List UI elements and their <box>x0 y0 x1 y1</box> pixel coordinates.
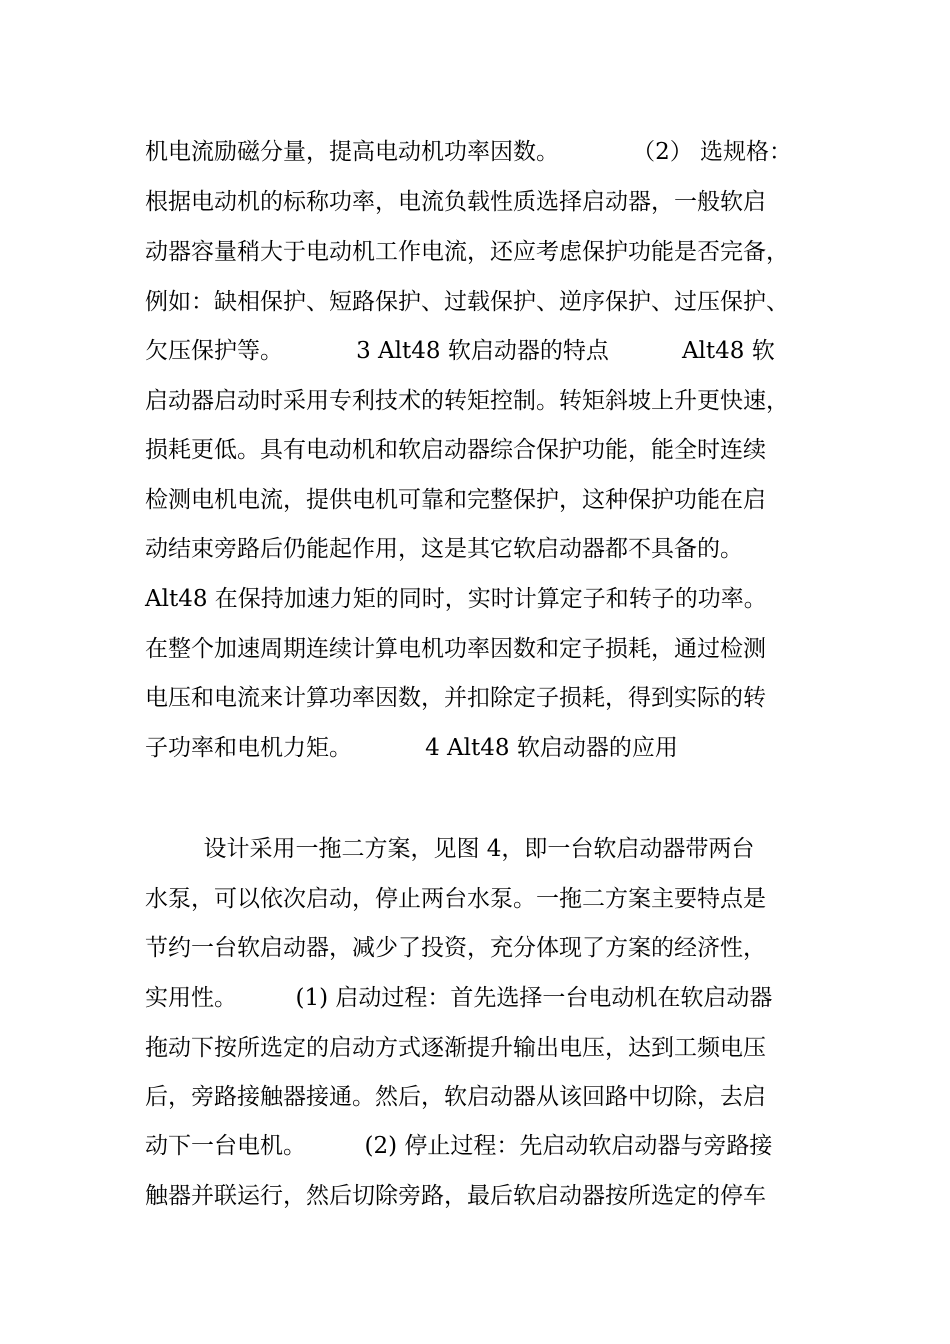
text-line: 在整个加速周期连续计算电机功率因数和定子损耗，通过检测 <box>145 636 766 662</box>
text-line: 节约一台软启动器，减少了投资，充分体现了方案的经济性， <box>145 935 766 961</box>
text-line: 动器容量稍大于电动机工作电流，还应考虑保护功能是否完备， <box>145 239 789 265</box>
text-line: 根据电动机的标称功率，电流负载性质选择启动器，一般软启 <box>145 189 766 215</box>
text-line: 动下一台电机。 (2) 停止过程：先启动软启动器与旁路接 <box>145 1133 773 1159</box>
text-line: 水泵，可以依次启动，停止两台水泵。一拖二方案主要特点是 <box>145 886 766 912</box>
text-line: 例如：缺相保护、短路保护、过载保护、逆序保护、过压保护、 <box>145 289 789 315</box>
text-line: 检测电机电流，提供电机可靠和完整保护，这种保护功能在启 <box>145 487 766 513</box>
text-line: 子功率和电机力矩。 4 Alt48 软启动器的应用 <box>145 735 678 761</box>
text-line: 动结束旁路后仍能起作用，这是其它软启动器都不具备的。 <box>145 536 743 562</box>
text-line: 设计采用一拖二方案，见图 4，即一台软启动器带两台 <box>145 836 755 862</box>
text-line: 拖动下按所选定的启动方式逐渐提升输出电压，达到工频电压 <box>145 1035 766 1061</box>
text-line: Alt48 在保持加速力矩的同时，实时计算定子和转子的功率。 <box>145 586 767 612</box>
text-line: 电压和电流来计算功率因数，并扣除定子损耗，得到实际的转 <box>145 685 766 711</box>
text-line: 后，旁路接触器接通。然后，软启动器从该回路中切除，去启 <box>145 1084 766 1110</box>
text-line: 实用性。 (1) 启动过程：首先选择一台电动机在软启动器 <box>145 985 773 1011</box>
text-line: 触器并联运行，然后切除旁路，最后软启动器按所选定的停车 <box>145 1183 766 1209</box>
text-line: 损耗更低。具有电动机和软启动器综合保护功能，能全时连续 <box>145 437 766 463</box>
text-line: 机电流励磁分量，提高电动机功率因数。 （2） 选规格： <box>145 139 793 165</box>
text-line: 欠压保护等。 3 Alt48 软启动器的特点 Alt48 软 <box>145 338 775 364</box>
text-line: 启动器启动时采用专利技术的转矩控制。转矩斜坡上升更快速， <box>145 388 789 414</box>
